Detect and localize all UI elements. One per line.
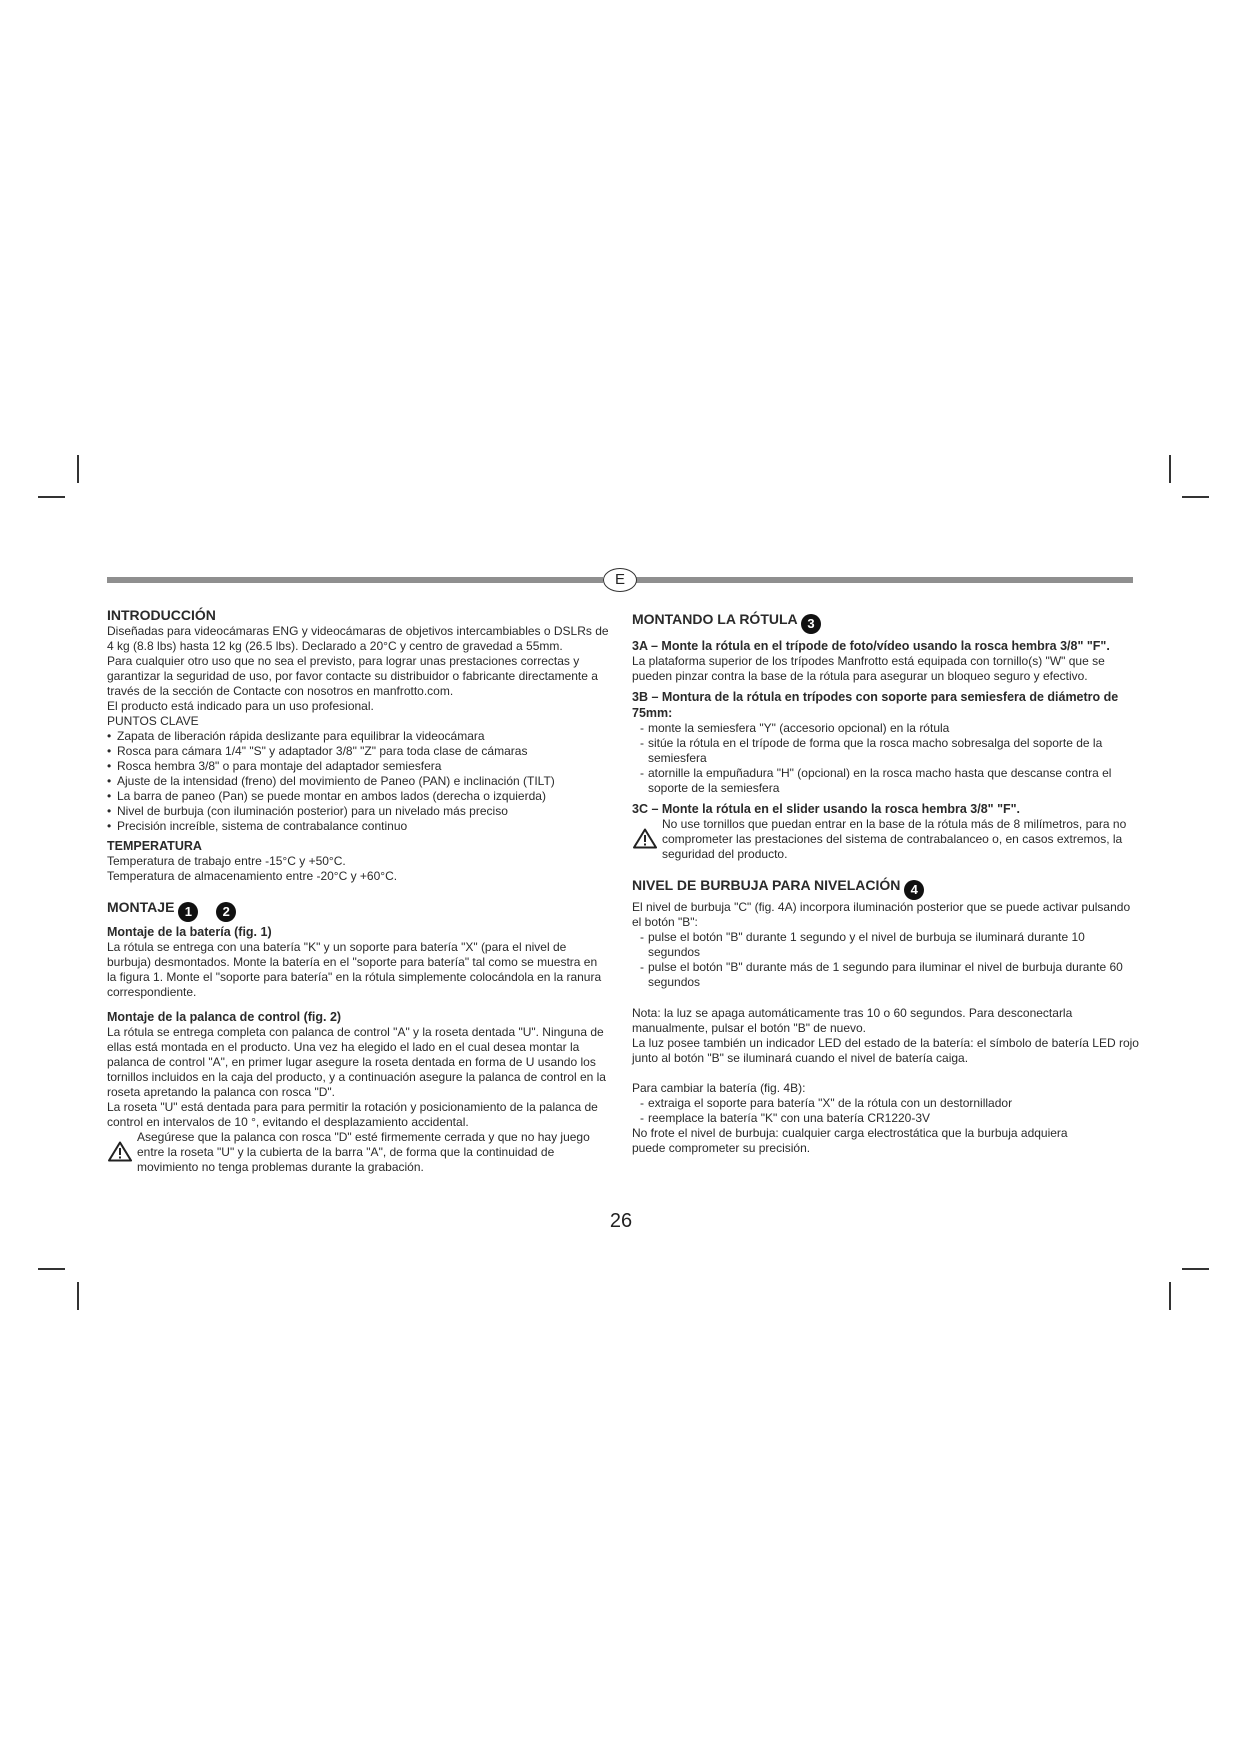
crop-mark: [1169, 1282, 1171, 1310]
figure-2-badge: 2: [216, 902, 236, 922]
warning-icon: [633, 828, 657, 849]
list-item: - pulse el botón "B" durante 1 segundo y el nivel de burbuja se iluminará durante 10 segundos: [640, 930, 1140, 960]
montaje-title: [107, 898, 609, 922]
warning-text: Asegúrese que la palanca con rosca "D" esté firmemente cerrada y que no hay juego entre la roseta "U" y la cubierta de la barra "A", de forma que la continuidad de movimiento no tenga problemas durante la grabación.: [137, 1130, 590, 1174]
battery-change-steps: [632, 1096, 1140, 1126]
crop-mark: [1182, 1268, 1209, 1270]
list-item: • La barra de paneo (Pan) se puede montar en ambos lados (derecha o izquierda): [107, 789, 609, 804]
figure-4-badge: 4: [904, 880, 924, 900]
battery-paragraph: La rótula se entrega con una batería "K" y un soporte para batería "X" (para el nivel de burbuja) desmontados. Monte la batería en el "soporte para batería" tal como se muestra en la figura 1. Monte el "soporte para batería" en la rótula simplemente colocándola en la ranura correspondiente.: [107, 940, 602, 999]
list-item: • Ajuste de la intensidad (freno) del movimiento de Paneo (PAN) e inclinación (TILT): [107, 774, 609, 789]
list-item: - extraiga el soporte para batería "X" de la rótula con un destornillador: [640, 1096, 1140, 1111]
list-item: • Precisión increíble, sistema de contrabalance continuo: [107, 819, 609, 834]
list-item: • Rosca hembra 3/8" o para montaje del adaptador semiesfera: [107, 759, 609, 774]
figure-1-badge: 1: [178, 902, 198, 922]
crop-mark: [1169, 455, 1171, 483]
nivel-title-text: NIVEL DE BURBUJA PARA NIVELACIÓN: [632, 877, 901, 893]
figure-3-badge: 3: [801, 614, 821, 634]
montando-title: [632, 610, 1140, 634]
warning-icon: [108, 1141, 132, 1162]
battery-change-title: Para cambiar la batería (fig. 4B):: [632, 1081, 806, 1095]
lever-paragraph: La rótula se entrega completa con palanca de control "A" y la roseta dentada "U". Ninguna de ellas está montada en el producto. Una vez ha elegido el lado en el cual desea montar la palanca de control "A", en primer lugar asegure la roseta dentada en forma de U usando los tornillos incluidos en la caja del producto, y a continuación asegure la palanca de control en la roseta apretando la palanca con rosca "D".: [107, 1025, 606, 1099]
list-item: - monte la semiesfera "Y" (accesorio opcional) en la rótula: [640, 721, 1140, 736]
list-item: - pulse el botón "B" durante más de 1 segundo para iluminar el nivel de burbuja durante 60 segundos: [640, 960, 1140, 990]
nivel-title: [632, 876, 1140, 900]
section-3b-title: 3B – Montura de la rótula en trípodes con soporte para semiesfera de diámetro de 75mm:: [632, 690, 1119, 720]
crop-mark: [77, 455, 79, 483]
intro-title: INTRODUCCIÓN: [107, 607, 216, 623]
temperature-line: Temperatura de almacenamiento entre -20°C y +60°C.: [107, 869, 398, 883]
montaje-title-text: MONTAJE: [107, 899, 175, 915]
final-note-line: No frote el nivel de burbuja: cualquier carga electrostática que la burbuja adquiera: [632, 1126, 1068, 1140]
left-column: [107, 606, 609, 1175]
key-points-list: [107, 729, 609, 834]
intro-paragraph: Para cualquier otro uso que no sea el previsto, para lograr unas prestaciones correctas y garantizar la seguridad de uso, por favor contacte su distribuidor o fabricante directamente a través de la sección de Contacte con nosotros en manfrotto.com.: [107, 654, 598, 698]
lever-title: Montaje de la palanca de control (fig. 2): [107, 1010, 342, 1024]
page-number: 26: [609, 1210, 633, 1232]
temperature-title: TEMPERATURA: [107, 839, 202, 853]
nivel-note: Nota: la luz se apaga automáticamente tras 10 o 60 segundos. Para desconectarla manualmente, pulsar el botón "B" de nuevo.: [632, 1006, 1073, 1035]
final-note-line: puede comprometer su precisión.: [632, 1141, 811, 1155]
section-3b-steps: [632, 721, 1140, 796]
list-item: • Rosca para cámara 1/4" "S" y adaptador 3/8" "Z" para toda clase de cámaras: [107, 744, 609, 759]
list-item: - sitúe la rótula en el trípode de forma que la rosca macho sobresalga del soporte de la semiesfera: [640, 736, 1140, 766]
header-rule-left: [107, 577, 603, 583]
intro-paragraph: Diseñadas para videocámaras ENG y videocámaras de objetivos intercambiables o DSLRs de 4 kg (8.8 lbs) hasta 12 kg (26.5 lbs). Declarado a 20°C y centro de gravedad a 55mm.: [107, 624, 609, 653]
warning-text: No use tornillos que puedan entrar en la base de la rótula más de 8 milímetros, para no comprometer las prestaciones del sistema de contrabalanceo o, en casos extremos, la seguridad del producto.: [662, 817, 1127, 861]
crop-mark: [1182, 496, 1209, 498]
intro-paragraph: El producto está indicado para un uso profesional.: [107, 699, 374, 713]
section-3a-paragraph: La plataforma superior de los trípodes Manfrotto está equipada con tornillo(s) "W" que se pueden pinzar contra la base de la rótula para asegurar un bloqueo seguro y efectivo.: [632, 654, 1105, 683]
list-item: - atornille la empuñadura "H" (opcional) en la rosca macho hasta que descanse contra el soporte de la semiesfera: [640, 766, 1140, 796]
list-item: • Nivel de burbuja (con iluminación posterior) para un nivelado más preciso: [107, 804, 609, 819]
temperature-line: Temperatura de trabajo entre -15°C y +50°C.: [107, 854, 346, 868]
language-badge: E: [603, 568, 637, 592]
list-item: - reemplace la batería "K" con una batería CR1220-3V: [640, 1111, 1140, 1126]
crop-mark: [38, 1268, 65, 1270]
battery-title: Montaje de la batería (fig. 1): [107, 925, 272, 939]
crop-mark: [77, 1282, 79, 1310]
header-rule-right: [635, 577, 1133, 583]
nivel-note: La luz posee también un indicador LED del estado de la batería: el símbolo de batería LED rojo junto al botón "B" se iluminará cuando el nivel de batería caiga.: [632, 1036, 1139, 1065]
lever-warning: [107, 1130, 609, 1175]
section-3a-title: 3A – Monte la rótula en el trípode de foto/vídeo usando la rosca hembra 3/8" "F".: [632, 639, 1110, 653]
section-3c-title: 3C – Monte la rótula en el slider usando la rosca hembra 3/8" "F".: [632, 802, 1021, 816]
crop-mark: [38, 496, 65, 498]
section-3c-warning: [632, 817, 1140, 862]
montando-title-text: MONTANDO LA RÓTULA: [632, 611, 798, 627]
list-item: • Zapata de liberación rápida deslizante para equilibrar la videocámara: [107, 729, 609, 744]
lever-paragraph: La roseta "U" está dentada para para permitir la rotación y posicionamiento de la palanca de control en intervalos de 10 °, evitando el desplazamiento accidental.: [107, 1100, 598, 1129]
nivel-steps: [632, 930, 1140, 990]
nivel-intro: El nivel de burbuja "C" (fig. 4A) incorpora iluminación posterior que se puede activar pulsando el botón "B":: [632, 900, 1131, 929]
key-points-title: PUNTOS CLAVE: [107, 714, 199, 728]
right-column: [632, 610, 1140, 1156]
